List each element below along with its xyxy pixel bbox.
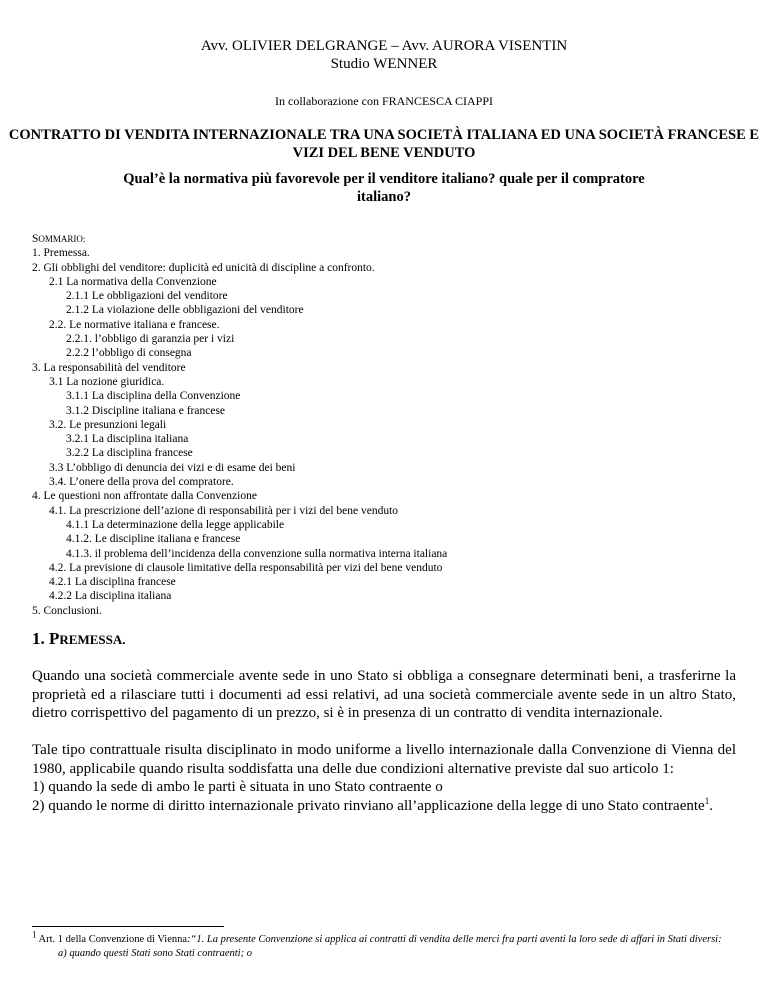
toc-item: 4.1.1 La determinazione della legge applicabile [66,518,285,531]
footnote-reference[interactable]: 1 [704,795,710,806]
paragraph-premessa: Quando una società commerciale avente sede in uno Stato si obbliga a consegnare determinati beni, a trasferirne la proprietà ed a rilasciare tutti i documenti ad essi relativi, ad una società commerciale avente sede in un altro Stato, dietro corrispettivo del pagamento di un prezzo, si è in presenza di un contratto di vendita internazionale. [32,668,736,721]
toc-item: 4.1.3. il problema dell’incidenza della convenzione sulla normativa interna italiana [66,547,448,560]
toc-heading: SOMMARIO: [32,233,86,245]
footnote [32,929,736,960]
toc-item: 2.1 La normativa della Convenzione [49,275,217,288]
document-title: CONTRATTO DI VENDITA INTERNAZIONALE TRA UNA SOCIETÀ ITALIANA ED UNA SOCIETÀ FRANCESE E VIZI DEL BENE VENDUTO [8,127,760,161]
toc-item: 3.3 L’obbligo di denuncia dei vizi e di esame dei beni [49,461,296,474]
paragraph-convenzione [32,741,736,815]
condition-item: 2) quando le norme di diritto internazionale privato rinviano all’applicazione della legge di uno Stato contraente$^1$. [32,795,713,814]
studio-name: Studio WENNER [330,56,438,72]
toc-item: 3.1.1 La disciplina della Convenzione [66,390,241,403]
authors-line: Avv. OLIVIER DELGRANGE – Avv. AURORA VISENTIN [200,38,568,54]
toc-item: 1. Premessa. [32,247,90,260]
toc-item: 2. Gli obblighi del venditore: duplicità ed unicità di discipline a confronto. [32,261,375,274]
footnote-item: a) quando questi Stati sono Stati contraenti; o [58,947,252,959]
toc-item: 2.2.1. l’obbligo di garanzia per i vizi [66,333,235,346]
document-subtitle: Qual’è la normativa più favorevole per il venditore italiano? quale per il compratore italiano? [123,171,645,205]
toc-item: 3.2.2 La disciplina francese [66,447,193,460]
toc-item: 4.1. La prescrizione dell’azione di responsabilità per i vizi del bene venduto [49,504,399,517]
toc-item: 5. Conclusioni. [32,604,102,617]
toc-item: 3.2. Le presunzioni legali [49,418,167,431]
table-of-contents [32,232,447,618]
collaboration-line: In collaborazione con FRANCESCA CIAPPI [275,94,493,108]
toc-item: 3.1.2 Discipline italiana e francese [66,404,226,417]
toc-item: 2.1.1 Le obbligazioni del venditore [66,290,228,303]
toc-item: 2.2. Le normative italiana e francese. [49,318,220,331]
toc-item: 4.2. La previsione di clausole limitative della responsabilità per vizi del bene venduto [49,561,443,574]
toc-item: 2.2.2 l’obbligo di consegna [66,347,192,360]
toc-item: 4.1.2. Le discipline italiana e francese [66,533,241,546]
toc-item: 2.1.2 La violazione delle obbligazioni del venditore [66,304,304,317]
toc-item: 3.2.1 La disciplina italiana [66,433,189,446]
footnote-divider [32,926,224,927]
toc-item: 3.1 La nozione giuridica. [49,375,165,388]
paragraph-text: Tale tipo contrattuale risulta disciplinato in modo uniforme a livello internazionale dalla Convenzione di Vienna del 1980, applicabile quando risulta soddisfatta una delle due condizioni alternative previste dal suo articolo 1: [32,742,736,777]
toc-item: 4. Le questioni non affrontate dalla Convenzione [32,490,257,503]
footnote-text: 1 Art. 1 della Convenzione di Vienna:“1. La presente Convenzione si applica ai contratti di vendita delle merci fra parti aventi la loro sede di affari in Stati diversi: [32,929,722,945]
section-heading: 1. PREMESSA. [32,629,126,648]
toc-item: 3.4. L’onere della prova del compratore. [49,476,234,489]
footnote-number: 1 [32,929,37,940]
condition-item: 1) quando la sede di ambo le parti è situata in uno Stato contraente o [32,779,443,795]
toc-item: 3. La responsabilità del venditore [32,361,186,374]
toc-item: 4.2.2 La disciplina italiana [49,590,172,603]
toc-item: 4.2.1 La disciplina francese [49,576,176,589]
